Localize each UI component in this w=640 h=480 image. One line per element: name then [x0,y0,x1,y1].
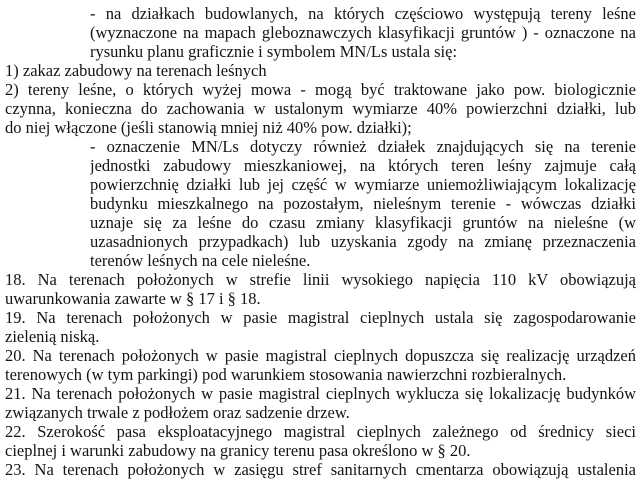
text-line: czynna, konieczna do zachowania w ustalonym wymiarze 40% powierzchni działki, lub [5,99,636,118]
text-line: uzasadnionych przypadkach) lub uzyskania zgody na zmianę przeznaczenia [90,232,636,251]
sub-item-mn-ls-forest-plots [90,4,636,61]
text-line: jednostki zabudowy mieszkaniowej, na których teren leśny zajmuje całą [90,156,636,175]
text-line: 19. Na terenach położonych w pasie magistral cieplnych ustala się zagospodarowanie [5,308,636,327]
document-page [5,4,636,479]
section-22-heat-mains-strip-width [5,422,636,460]
section-19-heat-mains-greenery [5,308,636,346]
text-line: powierzchnię działki lub jej część w wymiarze uniemożliwiającym lokalizację [90,175,636,194]
text-line: cieplnej i warunki zabudowy na granicy terenu pasa określono w § 20. [5,441,471,460]
text-line: 22. Szerokość pasa eksploatacyjnego magistral cieplnych zależnego od średnicy sieci [5,422,636,441]
text-line: rysunku planu graficznie i symbolem MN/Ls ustala się: [90,42,458,61]
text-line: 20. Na terenach położonych w pasie magistral cieplnych dopuszcza się realizację urządzeń [5,346,636,365]
text-line: zielenią niską. [5,327,100,346]
text-line: 21. Na terenach położonych w pasie magistral cieplnych wyklucza się lokalizację budynków [5,384,636,403]
section-18-high-voltage-line [5,270,636,308]
text-line: 23. Na terenach położonych w zasięgu stref sanitarnych cmentarza obowiązują ustalenia [5,460,636,479]
text-line: - oznaczenie MN/Ls dotyczy również działek znajdujących się na terenie [90,137,636,156]
point-1-building-ban [5,61,636,80]
section-21-heat-mains-exclusions [5,384,636,422]
section-23-cemetery-zones [5,460,636,479]
text-line: uwarunkowania zawarte w § 17 i § 18. [5,289,261,308]
section-20-heat-mains-devices [5,346,636,384]
text-line: budynku mieszkalnego na pozostałym, nieleśnym terenie - wówczas działki [90,194,636,213]
text-line: (wyznaczone na mapach gleboznawczych klasyfikacji gruntów ) - oznaczone na [90,23,636,42]
text-line: związanych trwale z podłożem oraz sadzenie drzew. [5,403,350,422]
text-line: 1) zakaz zabudowy na terenach leśnych [5,61,267,80]
text-line: 18. Na terenach położonych w strefie linii wysokiego napięcia 110 kV obowiązują [5,270,636,289]
text-line: terenów leśnych na cele nieleśne. [90,251,311,270]
sub-item-mn-ls-residential-units [90,137,636,270]
point-2-forest-biologically-active [5,80,636,137]
text-line: - na działkach budowlanych, na których częściowo występują tereny leśne [90,4,636,23]
text-line: do niej włączone (jeśli stanowią mniej niż 40% pow. działki); [5,118,412,137]
text-line: 2) tereny leśne, o których wyżej mowa - mogą być traktowane jako pow. biologicznie [5,80,636,99]
text-line: uznaje się za leśne do czasu zmiany klasyfikacji gruntów na nieleśne (w [90,213,636,232]
text-line: terenowych (w tym parkingi) pod warunkiem stosowania nawierzchni rozbieralnych. [5,365,567,384]
